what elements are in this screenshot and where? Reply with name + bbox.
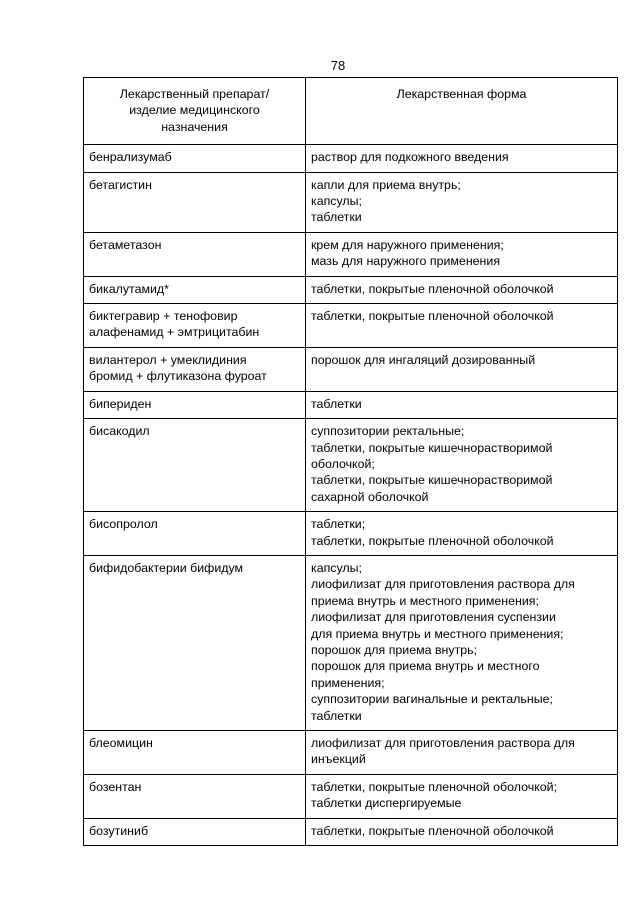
- table-row: [84, 145, 618, 172]
- dosage-form-line: таблетки;: [311, 517, 366, 532]
- dosage-form-line: раствор для подкожного введения: [311, 150, 509, 165]
- drug-name-cell: [84, 172, 306, 232]
- dosage-form-line: лиофилизат для приготовления суспензии: [311, 610, 556, 625]
- drug-name-line: бетаметазон: [89, 237, 162, 252]
- dosage-form-cell: [306, 232, 618, 276]
- dosage-form-cell: [306, 419, 618, 512]
- drug-name-line: алафенамид + эмтрицитабин: [89, 325, 260, 340]
- dosage-form-line: инъекций: [311, 752, 366, 767]
- drug-name-cell: [84, 774, 306, 818]
- table-row: [84, 512, 618, 556]
- dosage-form-cell: [306, 391, 618, 418]
- drug-name-line: бипериден: [89, 396, 152, 411]
- drug-name-cell: [84, 232, 306, 276]
- table-row: [84, 731, 618, 775]
- dosage-form-cell: [306, 145, 618, 172]
- dosage-form-line: сахарной оболочкой: [311, 489, 429, 504]
- header-drug-line: назначения: [161, 119, 228, 134]
- table-row: [84, 276, 618, 303]
- dosage-form-line: таблетки, покрытые пленочной оболочкой: [311, 281, 554, 296]
- dosage-form-line: таблетки, покрытые кишечнорастворимой: [311, 440, 553, 455]
- drug-name-line: бенрализумаб: [89, 150, 172, 165]
- dosage-form-line: приема внутрь и местного применения;: [311, 593, 539, 608]
- dosage-form-cell: [306, 347, 618, 391]
- dosage-form-line: для приема внутрь и местного применения;: [311, 626, 564, 641]
- header-drug-line: изделие медицинского: [129, 103, 260, 118]
- drug-name-cell: [84, 512, 306, 556]
- drug-name-line: бозутиниб: [89, 823, 149, 838]
- table-row: [84, 391, 618, 418]
- dosage-form-line: порошок для приема внутрь;: [311, 642, 478, 657]
- drug-name-cell: [84, 391, 306, 418]
- table-row: [84, 232, 618, 276]
- drug-name-cell: [84, 731, 306, 775]
- drug-name-cell: [84, 818, 306, 845]
- dosage-form-line: таблетки: [311, 708, 362, 723]
- dosage-form-line: таблетки, покрытые пленочной оболочкой: [311, 823, 554, 838]
- drug-name-cell: [84, 347, 306, 391]
- table-row: [84, 304, 618, 348]
- dosage-form-line: суппозитории вагинальные и ректальные;: [311, 692, 553, 707]
- dosage-form-line: капсулы;: [311, 560, 362, 575]
- dosage-form-line: таблетки: [311, 396, 362, 411]
- page-number: 78: [330, 58, 346, 73]
- drug-name-line: блеомицин: [89, 736, 153, 750]
- header-form-line: Лекарственная форма: [396, 87, 527, 101]
- table-row: [84, 347, 618, 391]
- drug-name-cell: [84, 304, 306, 348]
- dosage-form-line: применения;: [311, 675, 385, 690]
- dosage-form-line: порошок для приема внутрь и местного: [311, 659, 540, 674]
- dosage-form-cell: [306, 276, 618, 303]
- table-row: [84, 818, 618, 845]
- table-row: [84, 419, 618, 512]
- dosage-form-line: крем для наружного применения;: [311, 237, 504, 252]
- table-row: [84, 555, 618, 730]
- drug-name-line: биктегравир + тенофовир: [89, 309, 238, 324]
- dosage-form-line: суппозитории ректальные;: [311, 424, 465, 439]
- drug-name-cell: [84, 419, 306, 512]
- dosage-form-cell: [306, 172, 618, 232]
- drug-name-line: бисакодил: [89, 424, 150, 439]
- table-header-row: [84, 78, 618, 145]
- drug-name-line: вилантерол + умеклидиния: [89, 352, 247, 367]
- drug-name-line: бифидобактерии бифидум: [89, 560, 244, 575]
- header-form: [306, 78, 618, 145]
- dosage-form-cell: [306, 818, 618, 845]
- dosage-form-line: капсулы;: [311, 194, 362, 209]
- table-body: [84, 145, 618, 846]
- drug-name-cell: [84, 555, 306, 730]
- dosage-form-line: таблетки диспергируемые: [311, 796, 462, 811]
- dosage-form-line: таблетки, покрытые пленочной оболочкой;: [311, 779, 558, 794]
- dosage-form-line: лиофилизат для приготовления раствора для: [311, 577, 575, 592]
- dosage-form-cell: [306, 555, 618, 730]
- drug-name-cell: [84, 145, 306, 172]
- dosage-form-cell: [306, 774, 618, 818]
- dosage-form-line: таблетки: [311, 210, 362, 225]
- drug-name-cell: [84, 276, 306, 303]
- dosage-form-line: таблетки, покрытые пленочной оболочкой: [311, 533, 554, 548]
- drug-name-line: бикалутамид*: [89, 281, 169, 296]
- dosage-form-cell: [306, 304, 618, 348]
- dosage-form-cell: [306, 731, 618, 775]
- header-drug-line: Лекарственный препарат/: [119, 87, 270, 101]
- table-row: [84, 172, 618, 232]
- drug-table: [83, 77, 618, 846]
- drug-name-line: бромид + флутиказона фуроат: [89, 369, 267, 384]
- dosage-form-line: мазь для наружного применения: [311, 254, 501, 269]
- dosage-form-line: капли для приема внутрь;: [311, 177, 461, 192]
- dosage-form-line: лиофилизат для приготовления раствора для: [311, 736, 575, 750]
- drug-name-line: бетагистин: [89, 177, 152, 192]
- dosage-form-cell: [306, 512, 618, 556]
- drug-name-line: бозентан: [89, 779, 142, 794]
- dosage-form-line: порошок для ингаляций дозированный: [311, 352, 536, 367]
- dosage-form-line: оболочкой;: [311, 456, 375, 471]
- dosage-form-line: таблетки, покрытые кишечнорастворимой: [311, 473, 553, 488]
- header-drug: [84, 78, 306, 145]
- table-row: [84, 774, 618, 818]
- dosage-form-line: таблетки, покрытые пленочной оболочкой: [311, 309, 554, 324]
- drug-name-line: бисопролол: [89, 517, 158, 532]
